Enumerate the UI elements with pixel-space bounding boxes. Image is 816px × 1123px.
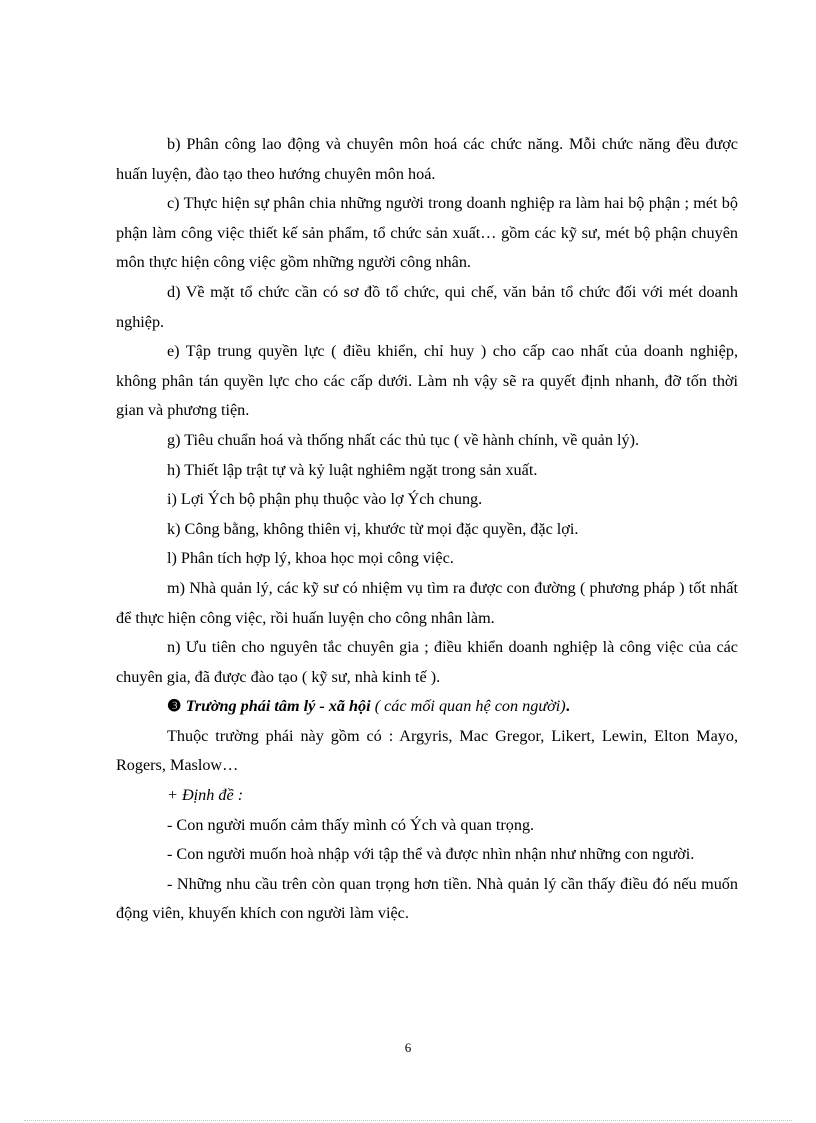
paragraph-i: i) Lợi Ých bộ phận phụ thuộc vào lợ Ých chung. [167,490,483,509]
axiom-label: + Định đề : [167,786,244,805]
page-number: 6 [404,1040,412,1055]
section-subtitle: ( các mối quan hệ con người) [374,697,566,716]
axiom-item: - Con người muốn hoà nhập với tập thể và được nhìn nhận như những con người. [167,845,695,864]
paragraph-e: e) Tập trung quyền lực ( điều khiển, chỉ huy ) cho cấp cao nhất của doanh nghiệp, không phân tán quyền lực cho các cấp dưới. Làm nh vậy sẽ ra quyết định nhanh, đỡ tốn thời gian và phương tiện. [116,342,738,420]
paragraph-n: n) Ưu tiên cho nguyên tắc chuyên gia ; điều khiển doanh nghiệp là công việc của các chuyên gia, đã được đào tạo ( kỹ sư, nhà kinh tế ). [116,638,738,686]
axiom-item: - Con người muốn cảm thấy mình có Ých và quan trọng. [167,815,535,834]
paragraph-c: c) Thực hiện sự phân chia những người trong doanh nghiệp ra làm hai bộ phận ; mét bộ phận làm công việc thiết kế sản phẩm, tổ chức sản xuất… gồm các kỹ sư, mét bộ phận chuyên môn thực hiện công việc gồm những người công nhân. [116,194,738,272]
paragraph-d: d) Về mặt tổ chức cần có sơ đồ tổ chức, qui chế, văn bản tổ chức đối với mét doanh nghiệp. [116,282,738,331]
axiom-item: - Những nhu cầu trên còn quan trọng hơn tiền. Nhà quản lý cần thấy điều đó nếu muốn động viên, khuyến khích con người làm việc. [116,874,738,923]
paragraph-k: k) Công bằng, không thiên vị, khước từ mọi đặc quyền, đặc lợi. [167,519,579,538]
paragraph-b: b) Phân công lao động và chuyên môn hoá các chức năng. Mỗi chức năng đều được huấn luyện, đào tạo theo hướng chuyên môn hoá. [116,135,738,183]
page-bottom-divider [24,1120,792,1121]
paragraph-g: g) Tiêu chuẩn hoá và thống nhất các thủ tục ( về hành chính, về quản lý). [167,430,640,449]
section-title: Trường phái tâm lý - xã hội [185,697,371,716]
section-heading [116,692,738,722]
paragraph-l: l) Phân tích hợp lý, khoa học mọi công việc. [167,549,454,568]
paragraph-h: h) Thiết lập trật tự và kỷ luật nghiêm ngặt trong sản xuất. [167,460,538,479]
section-intro: Thuộc trường phái này gồm có : Argyris, Mac Gregor, Likert, Lewin, Elton Mayo, Rogers, Maslow… [116,726,738,775]
section-heading-period: . [565,697,570,716]
page-body [116,130,738,929]
paragraph-m: m) Nhà quản lý, các kỹ sư có nhiệm vụ tìm ra được con đường ( phương pháp ) tốt nhất để thực hiện công việc, rồi huấn luyện cho công nhân làm. [116,578,738,627]
section-number-icon: ❸ [167,697,182,716]
